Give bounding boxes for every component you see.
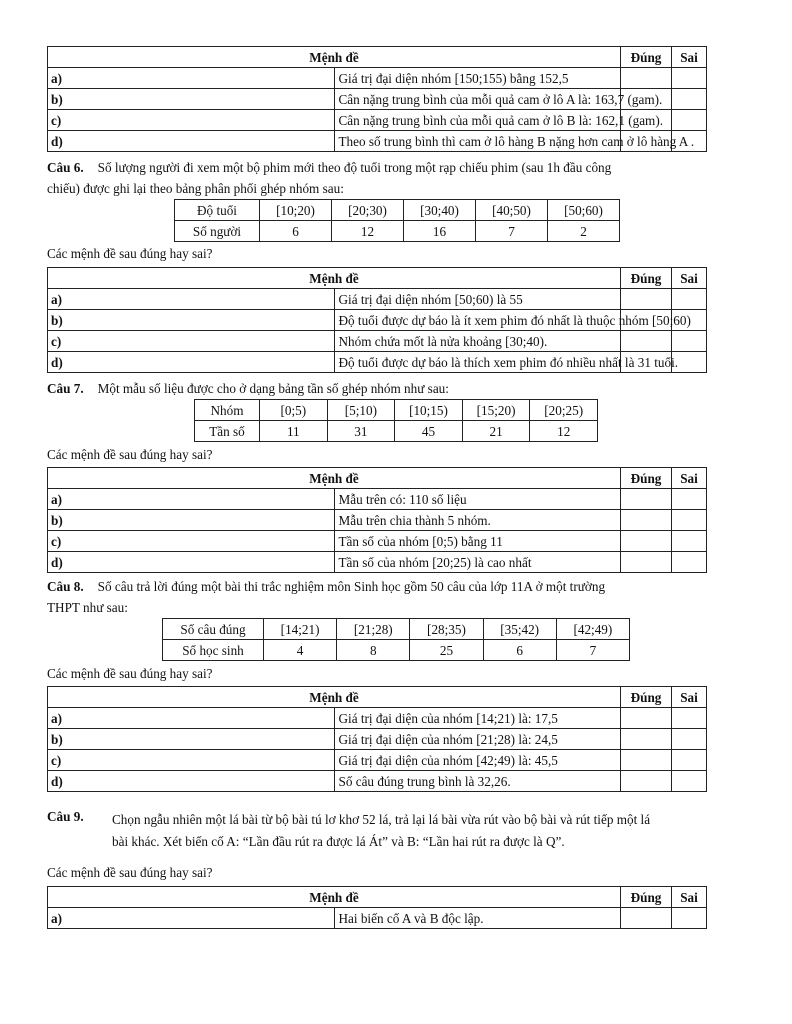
freq-header-cell: [50;60) xyxy=(548,200,620,221)
row-label: d) xyxy=(48,131,335,152)
header-menh-de: Mệnh đề xyxy=(48,887,621,908)
question-number: Câu 8. xyxy=(47,579,84,594)
question-line: Một mẫu số liệu được cho ở dạng bảng tần số ghép nhóm như sau: xyxy=(97,381,449,396)
freq-value-cell: 12 xyxy=(530,421,598,442)
row-label: d) xyxy=(48,352,335,373)
answer-sai-cell[interactable] xyxy=(672,552,707,573)
header-dung: Đúng xyxy=(621,887,672,908)
question-6-text xyxy=(47,157,747,199)
freq-value-cell: 7 xyxy=(476,221,548,242)
table-row xyxy=(48,729,707,750)
statement-text: Tần số của nhóm [0;5) bằng 11 xyxy=(334,531,621,552)
answer-sai-cell[interactable] xyxy=(672,331,707,352)
freq-value-cell: 31 xyxy=(327,421,395,442)
statement-text: Mẫu trên chia thành 5 nhóm. xyxy=(334,510,621,531)
freq-header-cell: [20;25) xyxy=(530,400,598,421)
row-label: c) xyxy=(48,531,335,552)
table-row xyxy=(48,310,707,331)
question-line: chiếu) được ghi lại theo bảng phân phối ghép nhóm sau: xyxy=(47,181,344,196)
answer-dung-cell[interactable] xyxy=(621,708,672,729)
freq-value-cell: 6 xyxy=(260,221,332,242)
table-row xyxy=(48,352,707,373)
answer-sai-cell[interactable] xyxy=(672,68,707,89)
statement-text: Giá trị đại diện nhóm [50;60) là 55 xyxy=(334,289,621,310)
freq-value-cell: 25 xyxy=(410,640,483,661)
header-dung: Đúng xyxy=(621,268,672,289)
statement-table-q7 xyxy=(47,467,707,573)
freq-header-cell: [14;21) xyxy=(264,619,337,640)
prompt-text: Các mệnh đề sau đúng hay sai? xyxy=(47,246,213,261)
row-label: a) xyxy=(48,708,335,729)
row-label: b) xyxy=(48,310,335,331)
table-row xyxy=(48,771,707,792)
freq-value-cell: 16 xyxy=(404,221,476,242)
statement-text: Tần số của nhóm [20;25) là cao nhất xyxy=(334,552,621,573)
table-row xyxy=(48,708,707,729)
answer-dung-cell[interactable] xyxy=(621,68,672,89)
freq-value-cell: 11 xyxy=(260,421,328,442)
question-line: Chọn ngẫu nhiên một lá bài từ bộ bài tú lơ khơ 52 lá, trả lại lá bài vừa rút vào bộ bài và rút tiếp một lá xyxy=(112,812,651,827)
freq-header-cell: [30;40) xyxy=(404,200,476,221)
statement-text: Giá trị đại diện của nhóm [42;49) là: 45,5 xyxy=(334,750,621,771)
freq-header-cell: Nhóm xyxy=(195,400,260,421)
answer-sai-cell[interactable] xyxy=(672,89,707,110)
question-8-text xyxy=(47,576,747,618)
table-row xyxy=(48,510,707,531)
question-line: Số câu trả lời đúng một bài thi trắc nghiệm môn Sinh học gồm 50 câu của lớp 11A ở một trường xyxy=(97,579,606,594)
answer-dung-cell[interactable] xyxy=(621,771,672,792)
header-dung: Đúng xyxy=(621,47,672,68)
answer-dung-cell[interactable] xyxy=(621,552,672,573)
answer-sai-cell[interactable] xyxy=(672,771,707,792)
freq-value-cell: 21 xyxy=(462,421,530,442)
table-row xyxy=(48,531,707,552)
answer-sai-cell[interactable] xyxy=(672,110,707,131)
freq-value-cell: Số học sinh xyxy=(163,640,264,661)
freq-header-cell: [15;20) xyxy=(462,400,530,421)
answer-sai-cell[interactable] xyxy=(672,708,707,729)
answer-sai-cell[interactable] xyxy=(672,489,707,510)
header-sai: Sai xyxy=(672,687,707,708)
table-row xyxy=(48,131,707,152)
statement-table-q9 xyxy=(47,886,707,929)
freq-value-cell: 8 xyxy=(337,640,410,661)
statement-text: Giá trị đại diện của nhóm [21;28) là: 24,5 xyxy=(334,729,621,750)
statement-text: Cân nặng trung bình của mỗi quả cam ở lô A là: 163,7 (gam). xyxy=(334,89,621,110)
answer-dung-cell[interactable] xyxy=(621,510,672,531)
table-row xyxy=(48,289,707,310)
frequency-table-q7 xyxy=(194,399,598,442)
statement-text: Giá trị đại diện của nhóm [14;21) là: 17,5 xyxy=(334,708,621,729)
table-row xyxy=(48,908,707,929)
freq-header-cell: [42;49) xyxy=(556,619,629,640)
answer-dung-cell[interactable] xyxy=(621,750,672,771)
freq-value-cell: 12 xyxy=(332,221,404,242)
statement-text: Độ tuổi được dự báo là thích xem phim đó nhiều nhất là 31 tuổi. xyxy=(334,352,621,373)
freq-value-cell: 6 xyxy=(483,640,556,661)
question-line: Số lượng người đi xem một bộ phim mới theo độ tuổi trong một rạp chiếu phim (sau 1h đầu công xyxy=(97,160,612,175)
freq-value-cell: 45 xyxy=(395,421,463,442)
answer-dung-cell[interactable] xyxy=(621,289,672,310)
header-sai: Sai xyxy=(672,268,707,289)
header-sai: Sai xyxy=(672,887,707,908)
table-row xyxy=(48,552,707,573)
header-menh-de: Mệnh đề xyxy=(48,268,621,289)
answer-dung-cell[interactable] xyxy=(621,908,672,929)
answer-sai-cell[interactable] xyxy=(672,908,707,929)
row-label: d) xyxy=(48,552,335,573)
header-menh-de: Mệnh đề xyxy=(48,687,621,708)
statement-table-q5 xyxy=(47,46,707,152)
answer-dung-cell[interactable] xyxy=(621,331,672,352)
freq-header-cell: [10;15) xyxy=(395,400,463,421)
prompt-text: Các mệnh đề sau đúng hay sai? xyxy=(47,666,213,681)
answer-sai-cell[interactable] xyxy=(672,289,707,310)
frequency-table-q6 xyxy=(174,199,620,242)
freq-header-cell: [40;50) xyxy=(476,200,548,221)
statement-table-q6 xyxy=(47,267,707,373)
answer-sai-cell[interactable] xyxy=(672,750,707,771)
row-label: d) xyxy=(48,771,335,792)
row-label: a) xyxy=(48,289,335,310)
freq-value-cell: Tần số xyxy=(195,421,260,442)
question-line: bài khác. Xét biến cố A: “Lần đầu rút ra được lá Át” và B: “Lần hai rút ra được là Q”. xyxy=(112,834,565,849)
statement-text: Hai biến cố A và B độc lập. xyxy=(334,908,621,929)
freq-header-cell: Độ tuổi xyxy=(175,200,260,221)
freq-header-cell: [10;20) xyxy=(260,200,332,221)
header-sai: Sai xyxy=(672,468,707,489)
freq-value-cell: 2 xyxy=(548,221,620,242)
freq-header-cell: [20;30) xyxy=(332,200,404,221)
table-row xyxy=(48,68,707,89)
freq-value-cell: 4 xyxy=(264,640,337,661)
question-7-text xyxy=(47,378,747,399)
header-menh-de: Mệnh đề xyxy=(48,468,621,489)
row-label: a) xyxy=(48,908,335,929)
frequency-table-q8 xyxy=(162,618,630,661)
row-label: b) xyxy=(48,89,335,110)
statement-text: Nhóm chứa mốt là nửa khoảng [30;40). xyxy=(334,331,621,352)
answer-dung-cell[interactable] xyxy=(621,489,672,510)
freq-header-cell: [28;35) xyxy=(410,619,483,640)
statement-text: Mẫu trên có: 110 số liệu xyxy=(334,489,621,510)
answer-sai-cell[interactable] xyxy=(672,729,707,750)
freq-value-cell: Số người xyxy=(175,221,260,242)
statement-table-q8 xyxy=(47,686,707,792)
table-row xyxy=(48,750,707,771)
answer-sai-cell[interactable] xyxy=(672,531,707,552)
statement-text: Độ tuổi được dự báo là ít xem phim đó nhất là thuộc nhóm [50;60) xyxy=(334,310,621,331)
row-label: c) xyxy=(48,110,335,131)
freq-header-cell: [5;10) xyxy=(327,400,395,421)
table-row xyxy=(48,331,707,352)
row-label: a) xyxy=(48,489,335,510)
statement-text: Theo số trung bình thì cam ở lô hàng B nặng hơn cam ở lô hàng A . xyxy=(334,131,621,152)
freq-header-cell: [0;5) xyxy=(260,400,328,421)
row-label: b) xyxy=(48,729,335,750)
table-row xyxy=(48,489,707,510)
header-menh-de: Mệnh đề xyxy=(48,47,621,68)
freq-header-cell: [35;42) xyxy=(483,619,556,640)
header-dung: Đúng xyxy=(621,687,672,708)
row-label: a) xyxy=(48,68,335,89)
answer-dung-cell[interactable] xyxy=(621,729,672,750)
statement-text: Cân nặng trung bình của mỗi quả cam ở lô B là: 162,1 (gam). xyxy=(334,110,621,131)
prompt-text: Các mệnh đề sau đúng hay sai? xyxy=(47,447,213,462)
row-label: b) xyxy=(48,510,335,531)
header-sai: Sai xyxy=(672,47,707,68)
question-number: Câu 6. xyxy=(47,160,84,175)
table-row xyxy=(48,110,707,131)
row-label: c) xyxy=(48,331,335,352)
table-row xyxy=(48,89,707,110)
row-label: c) xyxy=(48,750,335,771)
prompt-text: Các mệnh đề sau đúng hay sai? xyxy=(47,865,213,880)
freq-header-cell: Số câu đúng xyxy=(163,619,264,640)
freq-value-cell: 7 xyxy=(556,640,629,661)
statement-text: Giá trị đại diện nhóm [150;155) bằng 152,5 xyxy=(334,68,621,89)
statement-text: Số câu đúng trung bình là 32,26. xyxy=(334,771,621,792)
freq-header-cell: [21;28) xyxy=(337,619,410,640)
question-number: Câu 7. xyxy=(47,381,84,396)
question-9-text xyxy=(112,809,752,853)
answer-dung-cell[interactable] xyxy=(621,531,672,552)
header-dung: Đúng xyxy=(621,468,672,489)
question-number: Câu 9. xyxy=(47,809,84,824)
question-line: THPT như sau: xyxy=(47,600,128,615)
answer-sai-cell[interactable] xyxy=(672,510,707,531)
